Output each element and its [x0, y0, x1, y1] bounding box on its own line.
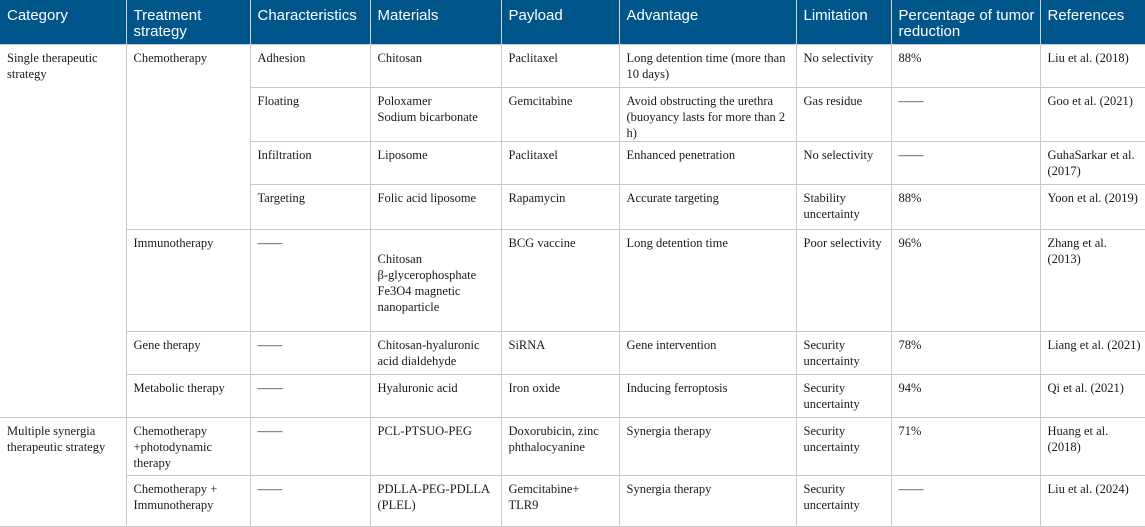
material-line: Chitosan β-glycerophosphate Fe3O4 magnetic nanoparticle: [377, 251, 477, 314]
advantage-cell: Synergia therapy: [619, 475, 796, 526]
payload-cell: Rapamycin: [501, 184, 619, 229]
payload-cell: Gemcitabine: [501, 87, 619, 141]
payload-cell: BCG vaccine: [501, 229, 619, 331]
materials-cell: PCL-PTSUO-PEG: [370, 417, 501, 475]
table-row: [0, 374, 1145, 417]
materials-cell: Chitosan-hyaluronic acid dialdehyde: [370, 331, 501, 374]
advantage-cell: Gene intervention: [619, 331, 796, 374]
table-row: [0, 475, 1145, 526]
reference-cell: Liu et al. (2024): [1040, 475, 1145, 526]
reference-cell: Liu et al. (2018): [1040, 44, 1145, 87]
characteristics-cell: ——: [250, 229, 370, 331]
limitation-cell: Gas residue: [796, 87, 891, 141]
characteristics-cell: ——: [250, 475, 370, 526]
payload-cell: Paclitaxel: [501, 44, 619, 87]
strategy-cell: Gene therapy: [126, 331, 250, 374]
materials-cell: Hyaluronic acid: [370, 374, 501, 417]
reference-cell: Zhang et al. (2013): [1040, 229, 1145, 331]
table-row: [0, 44, 1145, 87]
materials-cell: Liposome: [370, 141, 501, 184]
advantage-cell: Long detention time (more than 10 days): [619, 44, 796, 87]
header-tumor-reduction: Percentage of tumor reduction: [891, 0, 1040, 44]
materials-cell: Poloxamer Sodium bicarbonate: [370, 87, 501, 141]
limitation-cell: Security uncertainty: [796, 417, 891, 475]
header-payload: Payload: [501, 0, 619, 44]
header-advantage: Advantage: [619, 0, 796, 44]
limitation-cell: Poor selectivity: [796, 229, 891, 331]
characteristics-cell: Targeting: [250, 184, 370, 229]
header-references: References: [1040, 0, 1145, 44]
characteristics-cell: Adhesion: [250, 44, 370, 87]
payload-cell: Paclitaxel: [501, 141, 619, 184]
strategy-cell: Chemotherapy +photodynamic therapy: [126, 417, 250, 475]
materials-cell: PDLLA-PEG-PDLLA (PLEL): [370, 475, 501, 526]
materials-cell: Folic acid liposome: [370, 184, 501, 229]
header-row: [0, 0, 1145, 44]
advantage-cell: Enhanced penetration: [619, 141, 796, 184]
strategy-cell: Chemotherapy + Immunotherapy: [126, 475, 250, 526]
strategy-cell: Immunotherapy: [126, 229, 250, 331]
reduction-cell: ——: [891, 475, 1040, 526]
reduction-cell: 94%: [891, 374, 1040, 417]
payload-cell: SiRNA: [501, 331, 619, 374]
advantage-cell: Long detention time: [619, 229, 796, 331]
characteristics-cell: ——: [250, 417, 370, 475]
category-cell: Multiple synergia therapeutic strategy: [0, 417, 126, 526]
limitation-cell: No selectivity: [796, 141, 891, 184]
advantage-cell: Synergia therapy: [619, 417, 796, 475]
strategy-cell: Chemotherapy: [126, 44, 250, 229]
header-limitation: Limitation: [796, 0, 891, 44]
reference-cell: GuhaSarkar et al. (2017): [1040, 141, 1145, 184]
reference-cell: Liang et al. (2021): [1040, 331, 1145, 374]
strategy-cell: Metabolic therapy: [126, 374, 250, 417]
reduction-cell: ——: [891, 87, 1040, 141]
payload-cell: Doxorubicin, zinc phthalocyanine: [501, 417, 619, 475]
characteristics-cell: ——: [250, 331, 370, 374]
header-characteristics: Characteristics: [250, 0, 370, 44]
header-treatment-strategy: Treatment strategy: [126, 0, 250, 44]
characteristics-cell: Floating: [250, 87, 370, 141]
materials-cell: [370, 229, 501, 331]
limitation-cell: No selectivity: [796, 44, 891, 87]
limitation-cell: Stability uncertainty: [796, 184, 891, 229]
materials-cell: Chitosan: [370, 44, 501, 87]
reduction-cell: 96%: [891, 229, 1040, 331]
limitation-cell: Security uncertainty: [796, 475, 891, 526]
category-cell: Single therapeutic strategy: [0, 44, 126, 417]
reduction-cell: 71%: [891, 417, 1040, 475]
advantage-cell: Accurate targeting: [619, 184, 796, 229]
reference-cell: Goo et al. (2021): [1040, 87, 1145, 141]
reduction-cell: 78%: [891, 331, 1040, 374]
reference-cell: Huang et al. (2018): [1040, 417, 1145, 475]
characteristics-cell: ——: [250, 374, 370, 417]
reduction-cell: ——: [891, 141, 1040, 184]
limitation-cell: Security uncertainty: [796, 374, 891, 417]
payload-cell: Gemcitabine+ TLR9: [501, 475, 619, 526]
reduction-cell: 88%: [891, 44, 1040, 87]
limitation-cell: Security uncertainty: [796, 331, 891, 374]
header-category: Category: [0, 0, 126, 44]
advantage-cell: Avoid obstructing the urethra (buoyancy lasts for more than 2 h): [619, 87, 796, 141]
reference-cell: Yoon et al. (2019): [1040, 184, 1145, 229]
payload-cell: Iron oxide: [501, 374, 619, 417]
reduction-cell: 88%: [891, 184, 1040, 229]
table-row: [0, 229, 1145, 331]
advantage-cell: Inducing ferroptosis: [619, 374, 796, 417]
table-row: [0, 331, 1145, 374]
table-row: [0, 417, 1145, 475]
characteristics-cell: Infiltration: [250, 141, 370, 184]
reference-cell: Qi et al. (2021): [1040, 374, 1145, 417]
header-materials: Materials: [370, 0, 501, 44]
